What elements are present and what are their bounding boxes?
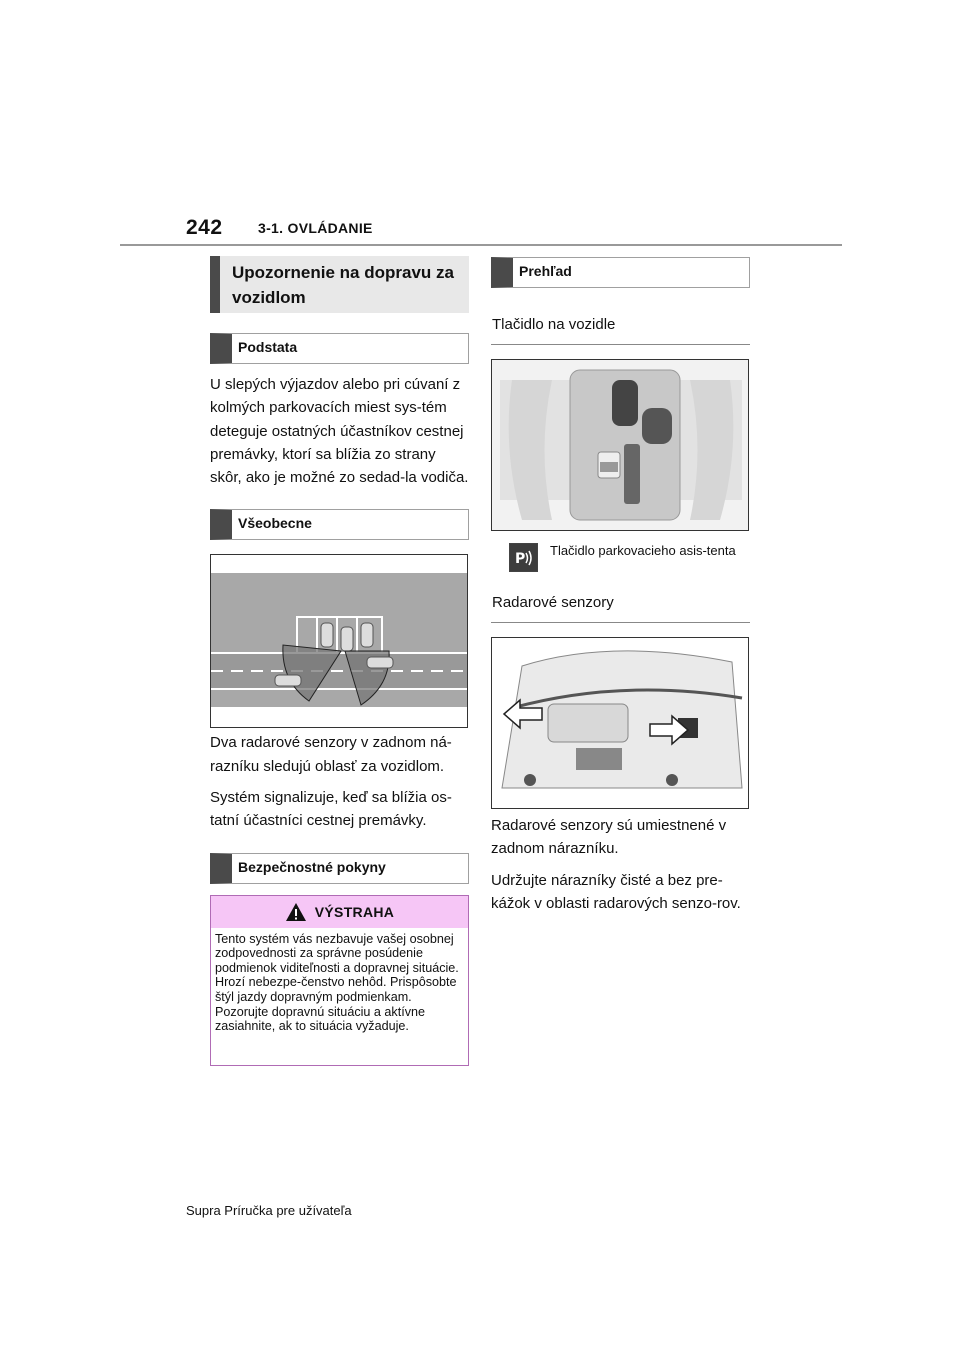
vseobecne-text-1: Dva radarové senzory v zadnom ná-razníku sledujú oblasť za vozidlom. [210, 734, 452, 775]
left-column [210, 256, 469, 1066]
vseobecne-text-2: Systém signalizuje, keď sa blížia os-tatní účastníci cestnej premávky. [210, 789, 452, 830]
warning-text: Tento systém vás nezbavuje vašej osobnej zodpovednosti za správne posúdenie podmienok viditeľnosti a dopravnej situácie. Hrozí nebezpe-čenstvo nehôd. Prispôsobte štýl jazdy dopravným podmienkam. Pozorujte dopravnú situáciu a aktívne zasiahnite, ak to situácia vyžaduje. [215, 931, 459, 1034]
rear-bumper-illustration [492, 638, 749, 809]
legend-row [491, 541, 750, 572]
warning-box [210, 895, 469, 1066]
legend-text: Tlačidlo parkovacieho asis-tenta [550, 543, 736, 558]
right-column [491, 256, 750, 915]
svg-text:P: P [514, 550, 525, 567]
parking-assist-icon [509, 543, 538, 572]
rear-bumper-figure [491, 637, 749, 809]
radar-caption: Radarové senzory [491, 588, 750, 623]
subheading-bezpecnost: Bezpečnostné pokyny [210, 853, 469, 884]
radar-text-2: Udržujte nárazníky čisté a bez pre-kážok v oblasti radarových senzo-rov. [491, 871, 741, 912]
subheading-prehlad: Prehľad [491, 257, 750, 288]
traffic-diagram-figure [210, 554, 468, 728]
subheading-vseobecne: Všeobecne [210, 509, 469, 540]
footer-manual-name: Supra Príručka pre užívateľa [186, 1203, 352, 1218]
page-number: 242 [186, 216, 223, 239]
center-console-illustration [492, 360, 749, 531]
traffic-diagram [211, 555, 468, 728]
radar-text-1: Radarové senzory sú umiestnené v zadnom nárazníku. [491, 817, 727, 858]
subheading-podstata: Podstata [210, 333, 469, 364]
button-caption: Tlačidlo na vozidle [491, 310, 750, 345]
console-button-figure [491, 359, 749, 531]
warning-title: VÝSTRAHA [314, 903, 395, 920]
warning-header [211, 896, 468, 928]
section-title-rear-traffic: Upozornenie na dopravu za vozidlom [210, 256, 469, 313]
chapter-title: 3-1. OVLÁDANIE [258, 220, 373, 236]
podstata-text: U slepých výjazdov alebo pri cúvaní z kolmých parkovacích miest sys-tém deteguje ostatných účastníkov cestnej premávky, ktorí sa blížia zo strany skôr, ako je možné zo sedad-la vodiča. [210, 376, 469, 487]
warning-triangle-icon [285, 902, 307, 922]
header-rule [120, 244, 842, 246]
